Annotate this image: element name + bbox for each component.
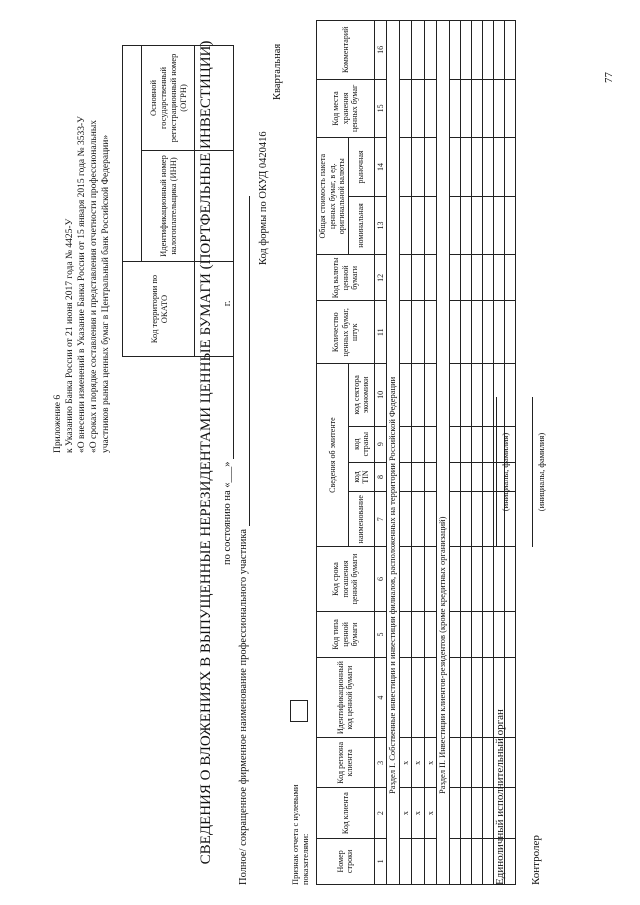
column-number: 2 <box>374 788 387 838</box>
col-header: Код клиента <box>317 788 375 838</box>
okato-header: Код территории по ОКАТО <box>123 262 195 357</box>
col-header: Код региона клиента <box>317 738 375 788</box>
document-title: СВЕДЕНИЯ О ВЛОЖЕНИЯХ В ВЫПУЩЕННЫЕ НЕРЕЗИДЕНТАМИ ЦЕННЫЕ БУМАГИ (ПОРТФЕЛЬНЫЕ ИНВЕСТИЦИИ) <box>198 40 214 865</box>
col-header: Номер строки <box>317 838 375 884</box>
col-header: Код места хранения ценных бумаг <box>317 79 375 138</box>
executive-signature-line[interactable] <box>482 397 497 547</box>
column-numbers-row <box>374 21 387 885</box>
as-of-date <box>222 300 234 565</box>
appendix-line: «О сроках и порядке составления и представления отчетности профессиональных <box>89 120 99 453</box>
controller-label: Контролер <box>530 835 542 885</box>
column-number: 11 <box>374 301 387 364</box>
x-mark: x <box>412 788 425 838</box>
year-suffix: г. <box>222 300 233 307</box>
date-field[interactable] <box>222 309 234 459</box>
table-row <box>399 21 412 885</box>
codes-box <box>122 45 234 357</box>
col-header: Код типа ценной бумаги <box>317 611 375 657</box>
col-header: Количество ценных бумаг, штук <box>317 301 375 364</box>
column-number: 9 <box>374 426 387 462</box>
appendix-header <box>52 33 112 453</box>
col-header: код TIN <box>348 462 374 492</box>
col-header: Код срока погашения ценной бумаги <box>317 547 375 612</box>
col-header: Идентификационный код ценной бумаги <box>317 658 375 738</box>
x-mark: x <box>424 738 437 788</box>
table-row <box>412 21 425 885</box>
executive-initials-caption: (инициалы, фамилия) <box>500 432 510 512</box>
column-number: 16 <box>374 21 387 80</box>
column-number: 10 <box>374 364 387 427</box>
x-mark: x <box>424 788 437 838</box>
ogrn-header: Основной государственный регистрационный номер (ОГРН) <box>142 46 195 151</box>
column-number: 15 <box>374 79 387 138</box>
column-number: 3 <box>374 738 387 788</box>
col-header: Комментарий <box>317 21 375 80</box>
x-mark: x <box>399 788 412 838</box>
controller-initials-caption: (инициалы, фамилия) <box>536 432 546 512</box>
column-number: 1 <box>374 838 387 884</box>
zero-indicator-checkbox[interactable] <box>290 700 308 722</box>
col-header: рыночная <box>348 138 374 197</box>
as-of-label: по состоянию на «___» <box>222 461 233 565</box>
appendix-line: к Указанию Банка России от 21 июня 2017 года № 4425-У <box>65 218 75 453</box>
section-1-title: Раздел I. Собственные инвестиции и инвестиции филиалов, расположенных на территории Российской Федерации <box>387 21 400 885</box>
table-row <box>449 21 460 885</box>
column-number: 12 <box>374 255 387 301</box>
appendix-line: участников рынка ценных бумаг в Центральный банк Российской Федерации» <box>101 134 111 453</box>
table-row <box>471 21 482 885</box>
section-row <box>437 21 450 885</box>
column-number: 8 <box>374 462 387 492</box>
column-number: 14 <box>374 138 387 197</box>
participant-name-field[interactable] <box>238 196 250 526</box>
col-header: номинальная <box>348 196 374 255</box>
column-number: 13 <box>374 196 387 255</box>
zero-indicator-label: Признак отчета с нулевыми показателями: <box>290 784 310 885</box>
column-number: 6 <box>374 547 387 612</box>
inn-header: Идентификационный номер налогоплательщика (ИНН) <box>142 150 195 261</box>
table-row <box>460 21 471 885</box>
form-code: Код формы по ОКУД 0420416 <box>258 131 269 265</box>
col-group-header: Сведения об эмитенте <box>317 364 349 547</box>
participant-name-row <box>238 196 250 885</box>
appendix-title: Приложение 6 <box>53 394 63 453</box>
page-number: 77 <box>603 72 615 83</box>
x-mark: x <box>399 738 412 788</box>
col-header: код страны <box>348 426 374 462</box>
column-number: 5 <box>374 611 387 657</box>
col-header: Код валюты ценной бумаги <box>317 255 375 301</box>
col-header: наименование <box>348 492 374 547</box>
periodicity: Квартальная <box>272 43 283 100</box>
col-header: код сектора экономики <box>348 364 374 427</box>
executive-label: Единоличный исполнительный орган <box>494 709 506 885</box>
x-mark: x <box>412 738 425 788</box>
controller-signature-line[interactable] <box>518 397 533 547</box>
col-group-header: Общая стоимость пакета ценных бумаг, в ед. оригинальной валюты <box>317 138 349 255</box>
section-2-title: Раздел II. Инвестиции клиентов-резидентов (кроме кредитных организаций) <box>437 21 450 885</box>
participant-name-label: Полное/ сокращенное фирменное наименование профессионального участника <box>238 528 249 885</box>
column-number: 7 <box>374 492 387 547</box>
table-row <box>424 21 437 885</box>
code-of-reporting-org-header <box>123 46 142 262</box>
column-number: 4 <box>374 658 387 738</box>
section-row <box>387 21 400 885</box>
appendix-line: «О внесении изменений в Указание Банка России от 15 января 2015 года № 3533-У <box>77 116 87 453</box>
